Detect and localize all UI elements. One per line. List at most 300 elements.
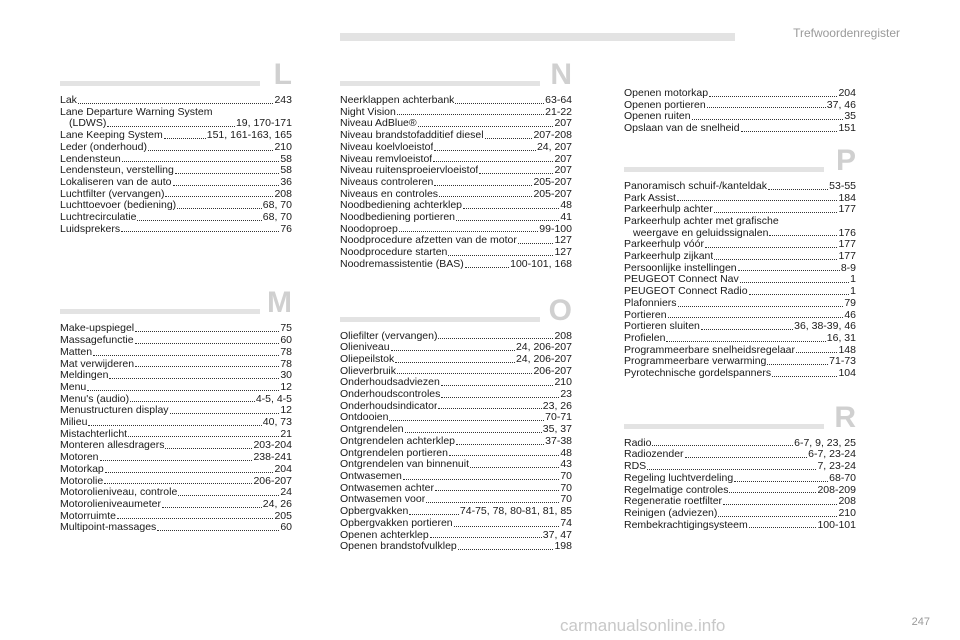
entry-pages[interactable]: 24, 26 [262,497,292,510]
entry-pages[interactable]: 207 [554,117,572,130]
entry-term: Parkeerhulp achter [624,204,713,216]
dot-leader [175,165,279,174]
entry-pages[interactable]: 23, 26 [542,399,572,412]
dot-leader [165,440,252,449]
dot-leader [666,333,825,342]
dot-leader [399,224,539,233]
index-entry [624,193,856,205]
entry-pages[interactable]: 60 [280,334,292,347]
index-entry [60,95,292,107]
dot-leader [678,298,844,307]
index-entry [624,321,856,333]
section-letter: O [548,293,572,327]
entry-pages[interactable]: 68, 70 [262,199,292,212]
entry-pages[interactable]: 16, 31 [826,331,856,344]
entry-pages[interactable]: 198 [554,540,572,553]
entry-pages[interactable]: 40, 73 [262,416,292,429]
entry-term: Ontgrendelen portieren [340,447,448,459]
dot-leader [723,496,837,505]
dot-leader [165,189,273,198]
dot-leader [122,154,280,163]
index-entry [624,461,856,473]
entry-term: Lendensteun, verstelling [60,165,174,177]
entry-pages[interactable]: 78 [280,345,292,358]
entry-pages[interactable]: 70 [560,469,572,482]
entry-pages[interactable]: 205 [274,509,292,522]
entry-term: Radio [624,437,652,449]
entry-pages[interactable]: 205-207 [533,187,572,200]
entry-pages[interactable]: 35, 37 [542,423,572,436]
entry-pages[interactable]: 99-100 [539,222,572,235]
entry-list [340,95,572,271]
index-entry [60,417,292,429]
dot-leader [87,382,279,391]
entry-pages[interactable]: 177 [838,238,856,251]
index-entry [340,189,572,201]
dot-leader [734,473,828,482]
entry-pages[interactable]: 104 [838,367,856,380]
section-header [340,55,572,95]
entry-term: Regelmatige controles [624,484,729,496]
index-entry [624,251,856,263]
entry-pages[interactable]: 68, 70 [262,211,292,224]
dot-leader [391,342,515,351]
dot-leader [164,130,206,139]
dot-leader [769,228,837,237]
entry-term: Openen achterklep [340,529,429,541]
entry-pages[interactable]: 68-70 [829,471,856,484]
index-entry [624,345,856,357]
entry-term: Noodprocedure afzetten van de motor [340,235,517,247]
index-entry [60,476,292,488]
entry-pages[interactable]: 205-207 [533,175,572,188]
index-entry [60,142,292,154]
index-entry [60,200,292,212]
entry-pages[interactable]: 60 [280,521,292,534]
entry-term: Night Vision [340,106,396,118]
entry-term: Oliepeilstok [340,353,395,365]
dot-leader [707,100,826,109]
entry-pages[interactable]: 207 [554,152,572,165]
index-entry [60,130,292,142]
section-rule [624,424,824,429]
entry-pages[interactable]: 70 [560,493,572,506]
entry-term: Multipoint-massages [60,522,157,534]
entry-term: Programmeerbare verwarming [624,356,767,368]
entry-pages[interactable]: 70 [560,481,572,494]
dot-leader [456,212,559,221]
index-entry [60,323,292,335]
dot-leader [105,464,274,473]
entry-pages[interactable]: 30 [280,369,292,382]
entry-term: Oliefilter (vervangen) [340,330,438,342]
entry-pages[interactable]: 12 [280,404,292,417]
entry-pages[interactable]: 208-209 [817,483,856,496]
entry-term: Menu's (audio) [60,393,130,405]
entry-pages[interactable]: 204 [274,462,292,475]
index-entry [624,333,856,345]
entry-term: Lak [60,95,77,106]
index-entry [340,354,572,366]
dot-leader [709,88,837,97]
dot-leader [157,522,279,531]
dot-leader [170,405,280,414]
entry-pages[interactable]: 6-7, 9, 23, 25 [794,436,856,449]
index-entry [340,518,572,530]
index-entry [60,177,292,189]
entry-pages[interactable]: 24, 206-207 [515,352,572,365]
entry-pages[interactable]: 21 [280,427,292,440]
entry-pages[interactable]: 4-5, 4-5 [255,392,292,405]
entry-term-continued: (LDWS) [69,118,107,130]
entry-list [624,438,856,532]
entry-term: Openen brandstofvulklep [340,541,457,553]
entry-pages[interactable]: 151, 161-163, 165 [206,129,292,142]
index-entry [624,216,856,239]
dot-leader [485,130,533,139]
dot-leader [130,394,255,403]
entry-term: Niveaus en controles [340,188,439,200]
entry-term: Luidsprekers [60,223,121,235]
entry-pages[interactable]: 207 [554,164,572,177]
entry-term: Ontgrendelen [340,424,404,436]
dot-leader [454,518,560,527]
section-letter: P [835,143,856,177]
entry-pages[interactable]: 53-55 [829,179,856,192]
entry-pages[interactable]: 176 [838,226,856,239]
section-rule [60,309,260,314]
entry-term: Lendensteun [60,153,121,165]
index-entry [340,483,572,495]
dot-leader [438,401,541,410]
entry-pages[interactable]: 71-73 [829,355,856,368]
entry-term: Milieu [60,417,88,429]
dot-leader [100,452,253,461]
index-entry [340,506,572,518]
entry-pages[interactable]: 79 [844,296,856,309]
index-entry [340,412,572,424]
dot-leader [434,142,536,151]
dot-leader [135,323,279,332]
entry-term: Ontgrendelen van binnenuit [340,459,470,471]
dot-leader [121,224,279,233]
index-entry [60,347,292,359]
entry-term: Massagefunctie [60,335,134,347]
entry-pages[interactable]: 238-241 [253,451,292,464]
dot-leader [439,189,532,198]
entry-pages[interactable]: 43 [560,458,572,471]
index-entry [624,508,856,520]
index-entry [60,212,292,224]
index-entry [340,154,572,166]
dot-leader [135,335,280,344]
dot-leader [470,459,559,468]
dot-leader [409,506,459,515]
dot-leader [434,177,532,186]
entry-term: Radiozender [624,449,684,461]
index-entry [340,224,572,236]
entry-pages[interactable]: 12 [280,380,292,393]
section-rule [340,317,540,322]
entry-pages[interactable]: 127 [554,246,572,259]
section-header [624,141,856,181]
entry-term: PEUGEOT Connect Radio [624,286,748,298]
dot-leader [705,239,838,248]
dot-leader [448,247,553,256]
index-entry [340,235,572,247]
dot-leader [449,448,559,457]
column-2 [340,55,572,553]
entry-pages[interactable]: 208 [274,187,292,200]
entry-pages[interactable]: 177 [838,250,856,263]
entry-term: Motoren [60,452,99,464]
index-entry [624,286,856,298]
entry-pages[interactable]: 36, 38-39, 46 [794,320,856,333]
entry-term: Plafonniers [624,297,677,309]
index-entry [624,473,856,485]
index-entry [340,530,572,542]
entry-pages[interactable]: 41 [560,211,572,224]
dot-leader [749,286,850,295]
dot-leader [397,366,532,375]
index-entry [340,377,572,389]
entry-pages[interactable]: 203-204 [253,439,292,452]
watermark: carmanualsonline.info [560,616,726,635]
dot-leader [456,436,544,445]
dot-leader [729,485,816,494]
entry-pages[interactable]: 75 [280,322,292,335]
dot-leader [88,417,261,426]
index-entry [340,424,572,436]
index-entry [340,142,572,154]
index-entry [340,471,572,483]
entry-term: Ontwasemen voor [340,494,426,506]
index-entry [340,436,572,448]
dot-leader [430,530,542,539]
entry-pages[interactable]: 24 [280,486,292,499]
dot-leader [438,331,553,340]
entry-term: Noodbediening achterklep [340,200,463,212]
index-entry [624,239,856,251]
entry-pages[interactable]: 58 [280,152,292,165]
section-rule [340,81,540,86]
entry-pages[interactable]: 35 [844,110,856,123]
entry-pages[interactable]: 48 [560,446,572,459]
entry-pages[interactable]: 1 [850,273,856,286]
entry-term: Panoramisch schuif-/kanteldak [624,180,767,192]
section-letter: R [834,400,856,434]
entry-pages[interactable]: 8-9 [840,261,856,274]
entry-pages[interactable]: 208 [838,495,856,508]
entry-pages[interactable]: 127 [554,234,572,247]
dot-leader [518,235,554,244]
entry-pages[interactable]: 207-208 [533,129,572,142]
entry-term: Lane Keeping System [60,130,163,142]
entry-term: Luchttoevoer (bediening) [60,200,177,212]
index-entry [60,522,292,534]
entry-pages[interactable]: 70-71 [545,411,572,424]
entry-term: Opbergvakken [340,506,409,518]
index-entry [60,511,292,523]
section-header [60,283,292,323]
entry-pages[interactable]: 208 [554,329,572,342]
index-entry [60,165,292,177]
entry-term: Parkeerhulp zijkant [624,251,714,263]
entry-term: Pyrotechnische gordelspanners [624,368,772,380]
index-entry [340,259,572,271]
index-entry [624,356,856,368]
section-L [60,55,292,235]
entry-pages[interactable]: 100-101, 168 [510,257,572,270]
entry-pages[interactable]: 37, 47 [542,528,572,541]
entry-pages[interactable]: 37, 46 [826,98,856,111]
entry-pages[interactable]: 243 [274,94,292,106]
index-entry [340,107,572,119]
dot-leader [714,204,838,213]
entry-term-line: Lane Departure Warning System [60,105,213,118]
entry-term: Regeneratie roetfilter [624,496,723,508]
entry-pages[interactable]: 206-207 [253,474,292,487]
dot-leader [173,177,280,186]
entry-pages[interactable]: 184 [838,191,856,204]
dot-leader [479,165,553,174]
entry-continuation [624,228,856,240]
entry-term: Motorolie [60,475,104,487]
entry-term: Olieverbruik [340,365,397,377]
index-entry [624,520,856,532]
section-P [624,141,856,380]
entry-pages[interactable]: 21-22 [545,105,572,118]
index-entry [624,263,856,275]
entry-pages[interactable]: 58 [280,164,292,177]
entry-pages[interactable]: 63-64 [545,94,572,106]
entry-term: Profielen [624,332,666,344]
page-header-title: Trefwoordenregister [793,26,900,40]
dot-leader [749,520,817,529]
entry-pages[interactable]: 100-101 [817,518,856,531]
entry-term: Reinigen (adviezen) [624,507,718,519]
entry-term: RDS [624,461,647,473]
section-header [624,398,856,438]
entry-term: Niveau brandstofadditief diesel [340,130,484,142]
index-entry [60,452,292,464]
dot-leader [128,429,279,438]
dot-leader [668,310,844,319]
entry-term: Rembekrachtigingsysteem [624,519,748,531]
header-rule [340,33,735,41]
entry-term: Niveau ruitensproeiervloeistof [340,165,479,177]
entry-pages[interactable]: 6-7, 23-24 [808,448,856,461]
entry-pages[interactable]: 148 [838,343,856,356]
section-R [624,398,856,532]
entry-pages[interactable]: 76 [280,222,292,235]
entry-term: Onderhoudsadviezen [340,377,440,389]
section-O-continued [624,88,856,135]
index-entry [340,200,572,212]
entry-term: Lokaliseren van de auto [60,176,172,188]
index-entry [340,459,572,471]
index-entry [60,464,292,476]
entry-pages[interactable]: 19, 170-171 [235,117,292,130]
entry-term: Ontdooien [340,412,389,424]
dot-leader [433,154,553,163]
entry-term: Noodoproep [340,223,398,235]
entry-pages[interactable]: 48 [560,199,572,212]
entry-pages[interactable]: 36 [280,175,292,188]
entry-pages[interactable]: 204 [838,87,856,99]
index-entry [624,298,856,310]
index-entry [60,189,292,201]
entry-term: Noodbediening portieren [340,212,456,224]
section-O [340,291,572,553]
entry-pages[interactable]: 151 [838,122,856,135]
index-entry [340,541,572,553]
dot-leader [692,111,844,120]
entry-term: Onderhoudsindicator [340,400,438,412]
entry-pages[interactable]: 210 [838,506,856,519]
entry-term: Noodprocedure starten [340,247,448,259]
index-entry [624,368,856,380]
entry-pages[interactable]: 23 [560,388,572,401]
dot-leader [177,200,262,209]
dot-leader [395,354,515,363]
entry-term: Luchtfilter (vervangen) [60,188,165,200]
entry-pages[interactable]: 46 [844,308,856,321]
entry-pages[interactable]: 78 [280,357,292,370]
entry-pages[interactable]: 24, 207 [536,140,572,153]
entry-term: Motorruimte [60,510,117,522]
dot-leader [137,212,261,221]
dot-leader [740,274,849,283]
section-rule [60,81,260,86]
entry-pages[interactable]: 210 [554,376,572,389]
entry-pages[interactable]: 37-38 [545,434,572,447]
dot-leader [465,259,509,268]
entry-term: Noodremassistentie (BAS) [340,258,464,270]
section-letter: M [267,286,292,320]
dot-leader [647,461,816,470]
dot-leader [117,511,273,520]
index-entry [340,177,572,189]
entry-term: Regeling luchtverdeling [624,472,734,484]
dot-leader [178,487,279,496]
entry-pages[interactable]: 24, 206-207 [515,341,572,354]
entry-pages[interactable]: 177 [838,203,856,216]
dot-leader [652,438,793,447]
entry-term: Portieren sluiten [624,321,700,333]
entry-pages[interactable]: 210 [274,140,292,153]
entry-term: Motorolieniveau, controle [60,487,178,499]
entry-term: Make-upspiegel [60,323,135,335]
section-header [340,291,572,331]
entry-pages[interactable]: 1 [850,285,856,298]
entry-term: Programmeerbare snelheidsregelaar [624,344,796,356]
dot-leader [107,118,235,127]
index-entry [340,95,572,107]
entry-pages[interactable]: 74-75, 78, 80-81, 81, 85 [459,505,572,518]
dot-leader [418,118,554,127]
entry-term: Niveaus controleren [340,176,434,188]
entry-pages[interactable]: 7, 23-24 [817,460,856,473]
entry-term: Motorolieniveaumeter [60,498,161,510]
index-entry [624,100,856,112]
section-letter: L [273,58,292,91]
entry-pages[interactable]: 74 [560,516,572,529]
entry-term: Niveau remvloeistof [340,153,433,165]
dot-leader [403,471,559,480]
entry-pages[interactable]: 206-207 [533,364,572,377]
index-entry [60,394,292,406]
